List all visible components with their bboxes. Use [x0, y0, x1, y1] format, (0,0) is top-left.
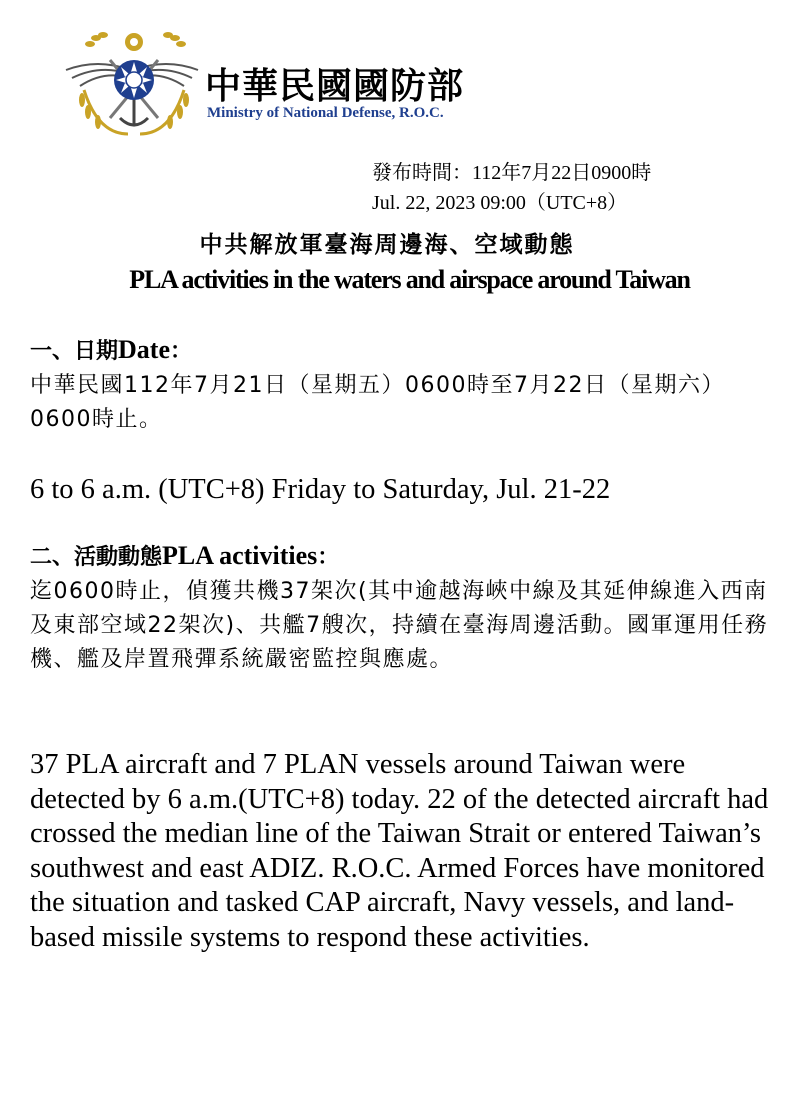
title-en: PLA activities in the waters and airspace around Taiwan	[129, 265, 690, 294]
section-activities-body-en: 37 PLA aircraft and 7 PLAN vessels around Taiwan were detected by 6 a.m.(UTC+8) today. 22 of the detected aircraft had crossed the median line of the Taiwan Strait or entered Taiwan’s southwest and east ADIZ. R.O.C. Armed Forces have monitored the situation and tasked CAP aircraft, Navy vessels, and land-based missile systems to respond these activities.	[30, 749, 769, 953]
org-name-en: Ministry of National Defense, R.O.C.	[207, 105, 444, 121]
section-date-body-cn: 中華民國112年7月21日（星期五）0600時至7月22日（星期六）0600時止。	[30, 373, 725, 432]
section-activities-body-cn: 迄0600時止，偵獲共機37架次(其中逾越海峽中線及其延伸線進入西南及東部空域22架次)、共艦7艘次，持續在臺海周邊活動。國軍運用任務機、艦及岸置飛彈系統嚴密監控與應處。	[30, 579, 769, 672]
document-title	[0, 228, 794, 298]
section-date-heading-colon: ：	[170, 339, 193, 364]
section-date-heading-cn: 一、日期	[30, 339, 119, 364]
header	[58, 30, 518, 140]
mnd-emblem-icon	[58, 30, 208, 138]
publish-time-en: Jul. 22, 2023 09:00（UTC+8）	[372, 192, 628, 214]
section-activities-heading	[30, 540, 339, 571]
section-activities-heading-en: PLA activities	[162, 541, 318, 570]
org-name-cn: 中華民國國防部	[205, 66, 465, 107]
publish-time-cn: 發布時間：112年7月22日0900時	[372, 162, 652, 184]
section-activities-heading-colon: ：	[317, 545, 340, 570]
section-date-heading	[30, 334, 192, 365]
title-cn: 中共解放軍臺海周邊海、空域動態	[199, 232, 575, 258]
publish-time	[372, 158, 651, 218]
section-date-heading-en: Date	[118, 335, 170, 364]
section-activities-heading-cn: 二、活動動態	[30, 545, 163, 570]
section-date-body-en: 6 to 6 a.m. (UTC+8) Friday to Saturday, Jul. 21-22	[30, 474, 611, 505]
